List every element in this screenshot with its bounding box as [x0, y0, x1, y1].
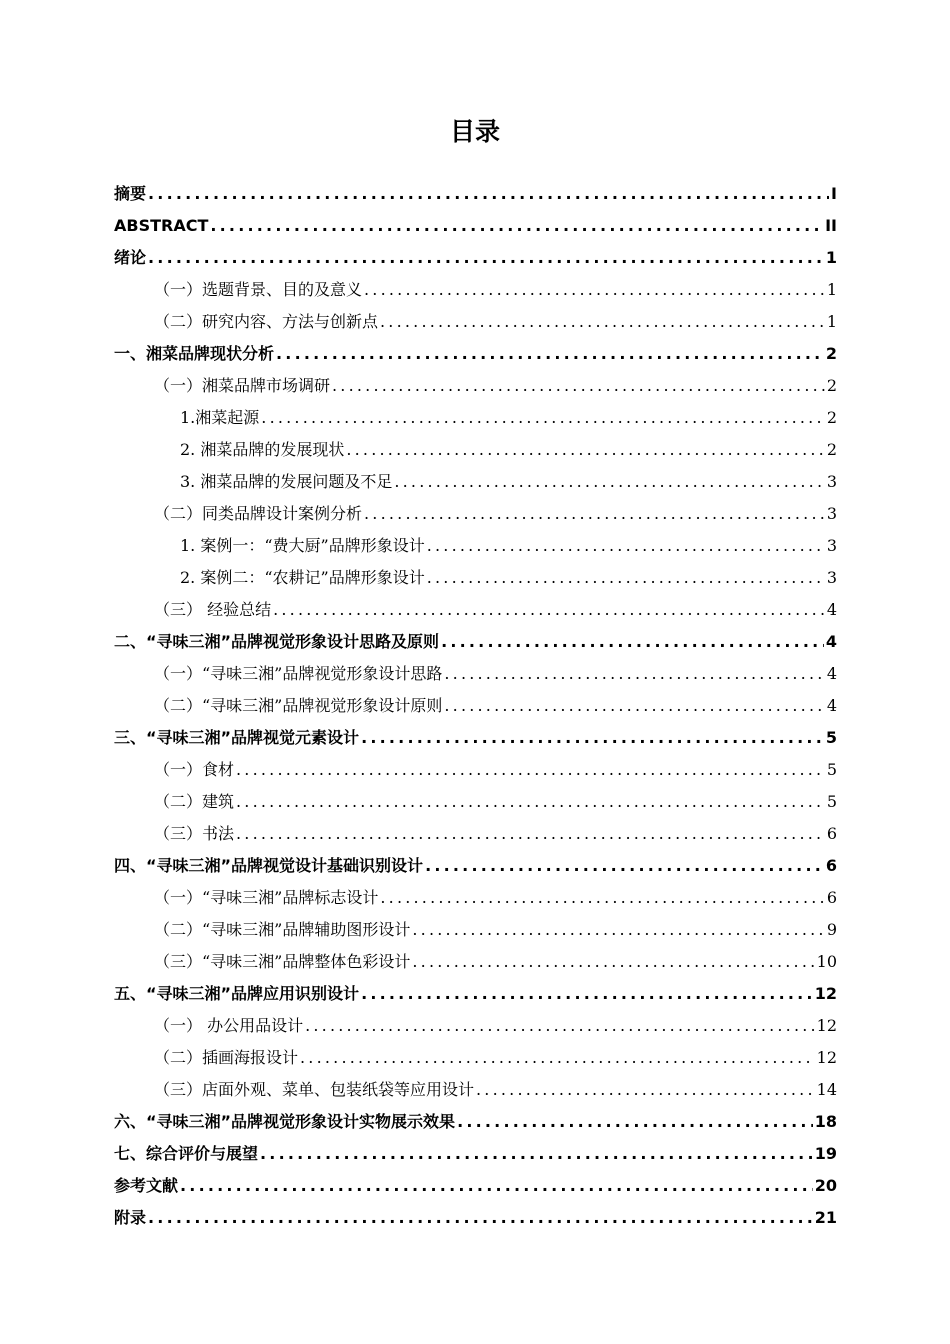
toc-entry-title: 摘要 — [114, 184, 147, 203]
toc-entry-page: 3 — [826, 472, 837, 491]
toc-entry-title: （二）“寻味三湘”品牌视觉形象设计原则 — [154, 696, 443, 715]
toc-entry-number: 五、 — [114, 984, 147, 1003]
toc-entry[interactable] — [114, 1106, 837, 1138]
toc-entry[interactable] — [114, 530, 837, 562]
toc-entry-title: “寻味三湘”品牌视觉形象设计思路及原则 — [146, 632, 440, 651]
toc-entry-page: 4 — [825, 632, 837, 651]
toc-entry[interactable] — [114, 978, 837, 1010]
toc-entry-page: 2 — [826, 376, 837, 395]
toc-entry-title: （一）选题背景、目的及意义 — [154, 280, 363, 299]
toc-entry-title: （二）“寻味三湘”品牌辅助图形设计 — [154, 920, 411, 939]
toc-dot-leader — [332, 370, 825, 402]
toc-dot-leader — [457, 1106, 813, 1138]
toc-entry-title: 绪论 — [114, 248, 147, 267]
toc-dot-leader — [148, 242, 824, 274]
toc-entry[interactable] — [114, 498, 837, 530]
toc-dot-leader — [180, 1170, 813, 1202]
toc-entry-number: 四、 — [114, 856, 147, 875]
toc-entry[interactable] — [114, 626, 837, 658]
toc-dot-leader — [476, 1074, 815, 1106]
toc-entry[interactable] — [114, 338, 837, 370]
toc-entry-page: 19 — [814, 1144, 837, 1163]
toc-entry-page: 10 — [816, 952, 837, 971]
toc-entry-title: 1.湘菜起源 — [180, 408, 260, 427]
toc-dot-leader — [412, 914, 824, 946]
toc-entry-page: 9 — [826, 920, 837, 939]
toc-entry[interactable] — [114, 1138, 837, 1170]
toc-entry-title: （三）店面外观、菜单、包装纸袋等应用设计 — [154, 1080, 475, 1099]
toc-entry-page: 4 — [826, 696, 837, 715]
toc-entry[interactable] — [114, 242, 837, 274]
toc-entry-page: 21 — [814, 1208, 837, 1227]
toc-entry-page: 18 — [814, 1112, 837, 1131]
toc-entry-title: （一）“寻味三湘”品牌视觉形象设计思路 — [154, 664, 443, 683]
toc-entry-page: 2 — [826, 408, 837, 427]
toc-entry-page: 3 — [826, 536, 837, 555]
toc-entry-page: 3 — [826, 504, 837, 523]
toc-dot-leader — [273, 594, 825, 626]
toc-entry-title: （二）研究内容、方法与创新点 — [154, 312, 379, 331]
toc-entry-title: 附录 — [114, 1208, 147, 1227]
toc-entry[interactable] — [114, 1074, 837, 1106]
toc-entry-title: 2. 案例二：“农耕记”品牌形象设计 — [180, 568, 425, 587]
toc-entry-title: 综合评价与展望 — [146, 1144, 259, 1163]
toc-entry-page: 14 — [816, 1080, 837, 1099]
page-title: 目录 — [449, 117, 500, 146]
toc-dot-leader — [425, 850, 824, 882]
toc-entry[interactable] — [114, 1170, 837, 1202]
toc-entry-page: 4 — [826, 664, 837, 683]
toc-entry-number: 七、 — [114, 1144, 147, 1163]
toc-dot-leader — [148, 178, 829, 210]
toc-entry-page: 1 — [826, 280, 837, 299]
toc-entry-page: 6 — [825, 856, 837, 875]
toc-dot-leader — [364, 498, 825, 530]
toc-dot-leader — [236, 754, 825, 786]
toc-dot-leader — [236, 818, 825, 850]
toc-dot-leader — [361, 722, 824, 754]
toc-entry-title: 参考文献 — [114, 1176, 179, 1195]
toc-entry-title: （一）“寻味三湘”品牌标志设计 — [154, 888, 379, 907]
toc-entry-title: （二）建筑 — [154, 792, 235, 811]
toc-entry-title: 1. 案例一：“费大厨”品牌形象设计 — [180, 536, 425, 555]
toc-entry-page: 1 — [826, 312, 837, 331]
toc-entry[interactable] — [114, 850, 837, 882]
toc-entry[interactable] — [114, 786, 837, 818]
toc-entry-title: （一）食材 — [154, 760, 235, 779]
toc-dot-leader — [427, 562, 825, 594]
toc-entry[interactable] — [114, 1042, 837, 1074]
toc-entry-title: “寻味三湘”品牌视觉设计基础识别设计 — [146, 856, 424, 875]
toc-dot-leader — [148, 1202, 813, 1234]
toc-entry[interactable] — [114, 178, 837, 210]
toc-entry-number: 三、 — [114, 728, 147, 747]
toc-entry-title: ABSTRACT — [114, 216, 209, 235]
toc-entry-page: 12 — [816, 1048, 837, 1067]
toc-entry[interactable] — [114, 658, 837, 690]
toc-dot-leader — [346, 434, 824, 466]
toc-entry-page: II — [825, 216, 837, 235]
toc-dot-leader — [260, 1138, 813, 1170]
toc-entry[interactable] — [114, 1202, 837, 1234]
toc-entry[interactable] — [114, 210, 837, 242]
toc-entry-title: 3. 湘菜品牌的发展问题及不足 — [180, 472, 393, 491]
toc-entry-title: “寻味三湘”品牌视觉形象设计实物展示效果 — [146, 1112, 456, 1131]
toc-entry[interactable] — [114, 882, 837, 914]
toc-entry[interactable] — [114, 754, 837, 786]
toc-entry-page: 5 — [825, 728, 837, 747]
toc-entry[interactable] — [114, 402, 837, 434]
toc-entry-page: 1 — [825, 248, 837, 267]
toc-entry-page: I — [831, 184, 837, 203]
toc-entry[interactable] — [114, 274, 837, 306]
toc-dot-leader — [444, 690, 824, 722]
toc-entry[interactable] — [114, 306, 837, 338]
toc-entry-page: 2 — [825, 344, 837, 363]
toc-dot-leader — [380, 306, 825, 338]
toc-entry-number: 一、 — [114, 344, 147, 363]
toc-dot-leader — [305, 1010, 815, 1042]
toc-dot-leader — [412, 946, 814, 978]
toc-entry-page: 2 — [826, 440, 837, 459]
toc-entry[interactable] — [114, 946, 837, 978]
toc-dot-leader — [444, 658, 824, 690]
toc-dot-leader — [361, 978, 813, 1010]
toc-entry-title: 2. 湘菜品牌的发展现状 — [180, 440, 345, 459]
toc-entry-title: （二）插画海报设计 — [154, 1048, 299, 1067]
toc-entry[interactable] — [114, 594, 837, 626]
toc-entry[interactable] — [114, 690, 837, 722]
toc-dot-leader — [380, 882, 824, 914]
table-of-contents — [114, 178, 837, 1234]
toc-dot-leader — [276, 338, 824, 370]
toc-entry-title: “寻味三湘”品牌应用识别设计 — [146, 984, 360, 1003]
toc-entry-page: 20 — [814, 1176, 837, 1195]
toc-dot-leader — [210, 210, 823, 242]
toc-entry[interactable] — [114, 434, 837, 466]
toc-dot-leader — [394, 466, 824, 498]
toc-dot-leader — [441, 626, 824, 658]
toc-entry[interactable] — [114, 818, 837, 850]
toc-entry[interactable] — [114, 722, 837, 754]
toc-dot-leader — [300, 1042, 815, 1074]
toc-entry[interactable] — [114, 562, 837, 594]
toc-dot-leader — [261, 402, 825, 434]
toc-entry-page: 6 — [826, 824, 837, 843]
toc-dot-leader — [236, 786, 825, 818]
toc-entry-title: “寻味三湘”品牌视觉元素设计 — [146, 728, 360, 747]
toc-entry-title: （三）“寻味三湘”品牌整体色彩设计 — [154, 952, 411, 971]
toc-entry-title: （一）湘菜品牌市场调研 — [154, 376, 331, 395]
toc-entry-title: （三）书法 — [154, 824, 235, 843]
toc-entry-page: 4 — [826, 600, 837, 619]
toc-entry-title: （三） 经验总结 — [154, 600, 272, 619]
toc-entry[interactable] — [114, 370, 837, 402]
toc-entry-page: 12 — [814, 984, 837, 1003]
toc-dot-leader — [427, 530, 825, 562]
toc-entry-page: 5 — [826, 760, 837, 779]
toc-entry-page: 12 — [816, 1016, 837, 1035]
toc-entry[interactable] — [114, 466, 837, 498]
toc-entry[interactable] — [114, 1010, 837, 1042]
toc-entry-title: （二）同类品牌设计案例分析 — [154, 504, 363, 523]
toc-entry[interactable] — [114, 914, 837, 946]
toc-entry-page: 3 — [826, 568, 837, 587]
toc-entry-page: 5 — [826, 792, 837, 811]
toc-entry-title: 湘菜品牌现状分析 — [146, 344, 275, 363]
toc-dot-leader — [364, 274, 825, 306]
toc-entry-page: 6 — [826, 888, 837, 907]
toc-entry-number: 六、 — [114, 1112, 147, 1131]
toc-entry-number: 二、 — [114, 632, 147, 651]
toc-entry-title: （一） 办公用品设计 — [154, 1016, 304, 1035]
